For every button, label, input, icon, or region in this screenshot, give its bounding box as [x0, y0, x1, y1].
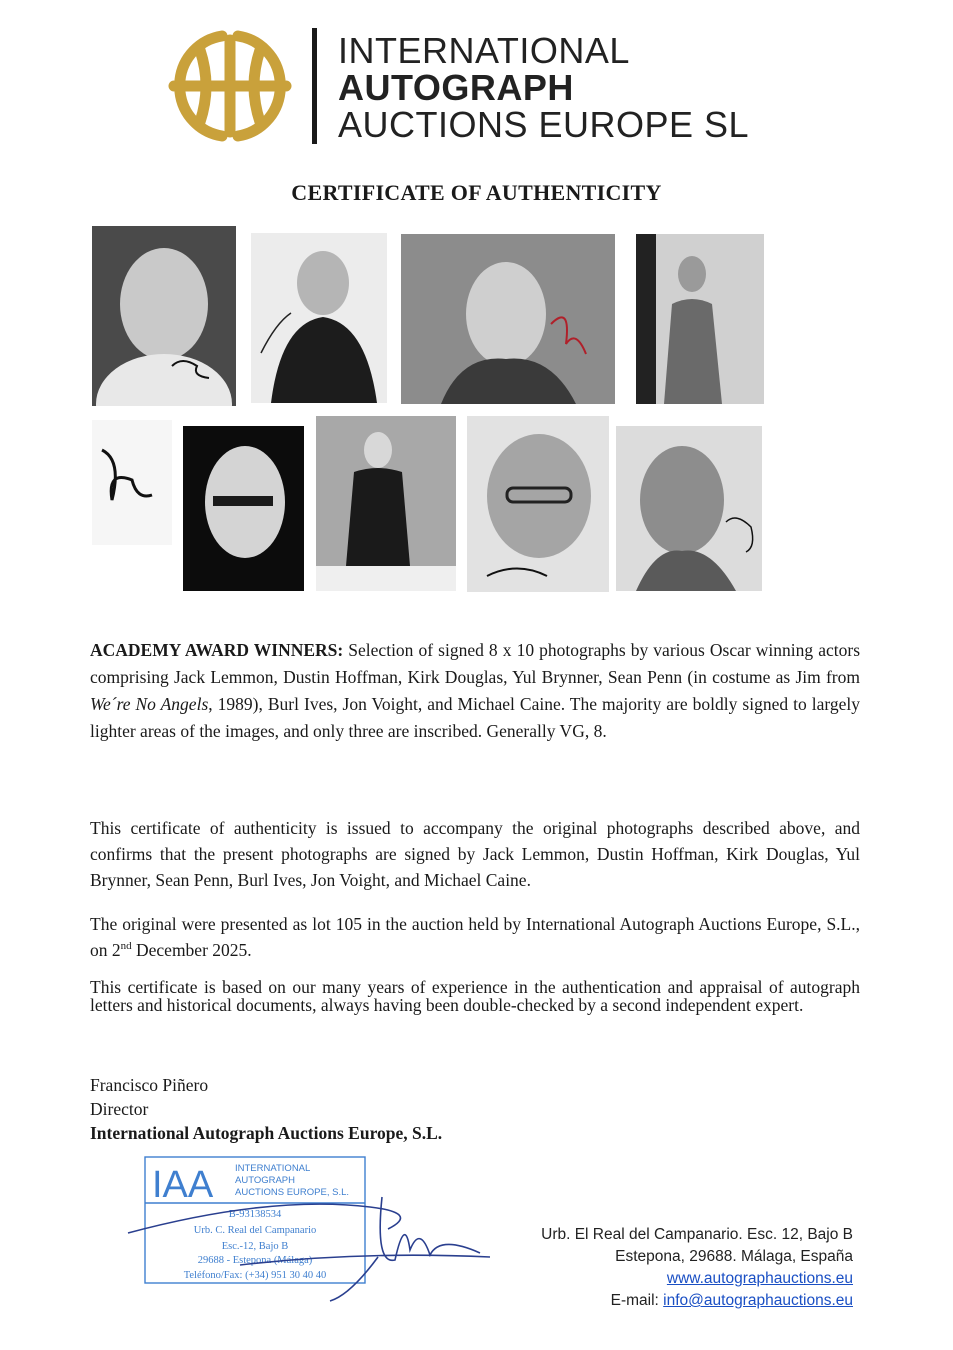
email-link[interactable]: info@autographauctions.eu [663, 1292, 853, 1309]
photo-dustin-hoffman [401, 234, 615, 404]
certificate-paragraph-2 [90, 913, 860, 961]
handwritten-signature [128, 1197, 490, 1301]
stamp-line-1: INTERNATIONAL [235, 1163, 311, 1174]
stamp-address-1: Urb. C. Real del Campanario [193, 1225, 317, 1236]
photo-sean-penn [316, 416, 456, 591]
stamp-phone: Teléfono/Fax: (+34) 951 30 40 40 [183, 1270, 327, 1281]
stamp-address-2: Esc.-12, Bajo B [221, 1241, 289, 1252]
certificate-title: CERTIFICATE OF AUTHENTICITY [291, 180, 662, 205]
stamp-nif: B-93138534 [228, 1209, 282, 1220]
company-line-2: AUTOGRAPH [338, 67, 574, 108]
company-address [541, 1224, 853, 1312]
description-lead: ACADEMY AWARD WINNERS: [90, 640, 344, 660]
lot-description [90, 637, 860, 745]
photo-burl-ives [467, 416, 609, 592]
address-line-2: Estepona, 29688. Málaga, España [615, 1248, 853, 1265]
address-line-1: Urb. El Real del Campanario. Esc. 12, Bajo B [541, 1226, 853, 1243]
stamp-line-3: AUCTIONS EUROPE, S.L. [235, 1187, 350, 1198]
signatory-organization: International Autograph Auctions Europe, S.L. [90, 1123, 443, 1143]
photo-michael-caine [92, 226, 236, 406]
description-text-1: Selection of signed 8 x 10 photographs by various Oscar winning actors comprising Jack Lemmon, Dustin Hoffman, Kirk Douglas, Yul Brynner, Sean Penn (in costume as Jim from [90, 640, 860, 687]
globe-logo-icon [160, 28, 300, 143]
description-text-2: , 1989), Burl Ives, Jon Voight, and Michael Caine. The majority are boldly signed to largely lighter areas of the images, and only three are inscribed. Generally VG, 8. [90, 694, 861, 741]
photo-signature-card [92, 420, 172, 545]
film-title: We´re No Angels [90, 694, 209, 714]
stamp-address-3: 29688 - Estepona (Málaga) [197, 1255, 313, 1266]
paragraph-2-date: December 2025. [131, 939, 252, 960]
certificate-paragraph-3: This certificate is based on our many years of experience in the authentication and appraisal of autograph letters and historical documents, always having been double-checked by a second independent expert. [90, 977, 860, 1015]
photo-kirk-douglas [636, 234, 764, 404]
photo-yul-brynner [183, 426, 304, 591]
photo-jon-voight [616, 426, 762, 591]
paragraph-2-text: The original were presented as lot 105 in the auction held by International Autograph Auctions Europe, S.L., on 2 [90, 914, 860, 960]
signatory-title: Director [90, 1099, 149, 1119]
stamp-line-2: AUTOGRAPH [235, 1175, 296, 1186]
email-label: E-mail: [610, 1292, 664, 1309]
signatory-block [90, 1073, 442, 1145]
company-line-3: AUCTIONS EUROPE SL [338, 104, 750, 145]
website-link[interactable]: www.autographauctions.eu [666, 1270, 853, 1287]
company-name [338, 32, 749, 143]
photo-jack-lemmon [251, 233, 387, 403]
header-divider [312, 28, 317, 144]
company-stamp [120, 1155, 500, 1305]
letterhead [160, 24, 820, 154]
certificate-paragraph-1: This certificate of authenticity is issued to accompany the original photographs described above, and confirms that the present photographs are signed by Jack Lemmon, Dustin Hoffman, Kirk Douglas, Yul Brynner, Sean Penn, Burl Ives, Jon Voight, and Michael Caine. [90, 818, 860, 890]
stamp-abbrev: IAA [152, 1164, 214, 1206]
date-suffix: nd [120, 940, 132, 952]
signatory-name: Francisco Piñero [90, 1075, 209, 1095]
company-line-1: INTERNATIONAL [338, 30, 630, 71]
